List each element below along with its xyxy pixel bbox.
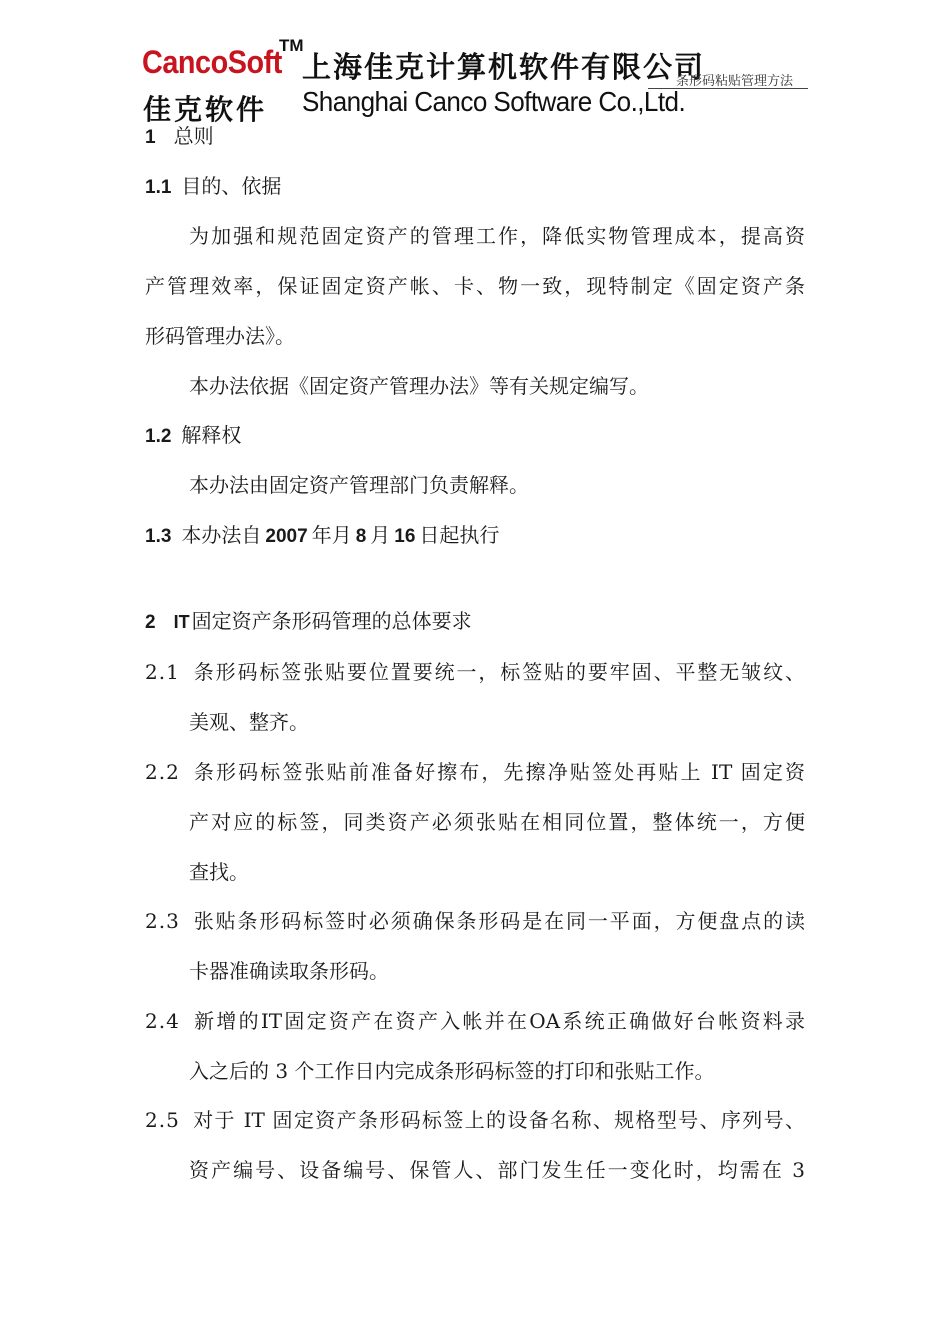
effective-year: 2007 xyxy=(265,526,308,547)
list-item-text: 对于 IT 固定资产条形码标签上的设备名称、规格型号、序列号、 xyxy=(191,1108,805,1132)
section-title: 固定资产条形码管理的总体要求 xyxy=(191,609,472,633)
effective-date-text: 年月 xyxy=(311,523,352,547)
company-name-chinese: 上海佳克计算机软件有限公司 xyxy=(302,50,706,84)
subsection-title: 目的、依据 xyxy=(181,174,282,198)
section-heading xyxy=(145,607,810,637)
list-item-continuation: 美观、整齐。 xyxy=(189,710,309,734)
effective-month: 8 xyxy=(355,526,367,547)
paragraph-line: 产管理效率，保证固定资产帐、卡、物一致，现特制定《固定资产条 xyxy=(145,274,805,298)
subsection-title: 解释权 xyxy=(181,423,242,447)
list-item xyxy=(145,907,805,935)
subsection-heading xyxy=(145,521,810,551)
subsection-heading xyxy=(145,172,810,202)
page-header xyxy=(0,0,950,125)
list-item-number: 2.3 xyxy=(145,909,180,933)
effective-date-text: 月 xyxy=(370,523,391,547)
list-item-continuation: 产对应的标签，同类资产必须张贴在相同位置，整体统一，方便 xyxy=(189,810,805,834)
list-item-continuation: 资产编号、设备编号、保管人、部门发生任一变化时，均需在 3 xyxy=(189,1158,805,1182)
list-item-number: 2.1 xyxy=(145,660,180,684)
logo-chinese: 佳克软件 xyxy=(143,93,268,126)
section-heading xyxy=(145,122,810,152)
list-item xyxy=(145,758,805,786)
list-item-text: 张贴条形码标签时必须确保条形码是在同一平面，方便盘点的读 xyxy=(191,909,805,933)
header-divider xyxy=(648,88,808,89)
subsection-number: 1.2 xyxy=(145,426,172,447)
list-item-number: 2.4 xyxy=(145,1009,180,1033)
section-title: 总则 xyxy=(173,124,214,148)
paragraph-line: 为加强和规范固定资产的管理工作，降低实物管理成本，提高资 xyxy=(189,224,805,248)
paragraph-line: 本办法依据《固定资产管理办法》等有关规定编写。 xyxy=(189,374,649,398)
section-title-prefix: IT xyxy=(173,612,190,632)
list-item-text: 条形码标签张贴前准备好擦布，先擦净贴签处再贴上 IT 固定资 xyxy=(191,760,805,784)
section-number: 2 xyxy=(145,612,156,633)
list-item-text: 新增的IT固定资产在资产入帐并在OA系统正确做好台帐资料录 xyxy=(191,1009,805,1033)
list-item xyxy=(145,1007,805,1035)
list-item-continuation: 查找。 xyxy=(189,860,249,884)
effective-date-prefix: 本办法自 xyxy=(181,523,262,547)
company-name-english: Shanghai Canco Software Co.,Ltd. xyxy=(302,86,686,117)
effective-date-suffix: 日起执行 xyxy=(419,523,500,547)
logo-wordmark: CancoSoft xyxy=(142,44,282,80)
list-item-continuation: 入之后的 3 个工作日内完成条形码标签的打印和张贴工作。 xyxy=(189,1059,715,1083)
subsection-heading xyxy=(145,421,810,451)
list-item xyxy=(145,658,805,686)
subsection-number: 1.3 xyxy=(145,526,172,547)
section-number: 1 xyxy=(145,127,156,148)
list-item-text: 条形码标签张贴要位置要统一，标签贴的要牢固、平整无皱纹、 xyxy=(191,660,805,684)
list-item-continuation: 卡器准确读取条形码。 xyxy=(189,959,389,983)
subsection-number: 1.1 xyxy=(145,177,172,198)
document-title: 条形码粘贴管理方法 xyxy=(676,74,794,89)
effective-day: 16 xyxy=(394,526,416,547)
list-item-number: 2.2 xyxy=(145,760,180,784)
list-item-number: 2.5 xyxy=(145,1108,180,1132)
list-item xyxy=(145,1106,805,1134)
paragraph-line: 本办法由固定资产管理部门负责解释。 xyxy=(189,473,529,497)
paragraph-line: 形码管理办法》。 xyxy=(145,324,295,348)
trademark-symbol: TM xyxy=(279,36,304,55)
